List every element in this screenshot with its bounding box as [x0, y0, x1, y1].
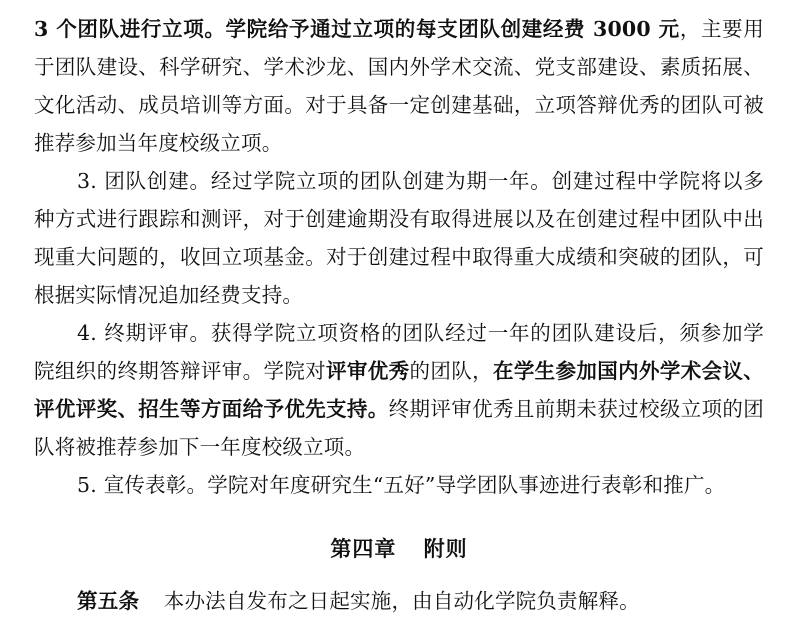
chapter-heading — [34, 530, 764, 568]
article-text: 本办法自发布之日起实施，由自动化学院负责解释。 — [163, 589, 640, 613]
paragraph-item-5-text: 5. 宣传表彰。学院对年度研究生“五好”导学团队事迹进行表彰和推广。 — [77, 473, 726, 497]
article-label: 第五条 — [77, 589, 140, 613]
paragraph-item-3 — [34, 162, 764, 314]
paragraph-body-text: ，主要用于团队建设、科学研究、学术沙龙、国内外学术交流、党支部建设、素质拓展、文化活动、成员培训等方面。对于具备一定创建基础，立项答辩优秀的团队可被推荐参加当年度校级立项。 — [34, 17, 764, 155]
paragraph-item-3-text: 3. 团队创建。经过学院立项的团队创建为期一年。创建过程中学院将以多种方式进行跟踪和测评，对于创建逾期没有取得进展以及在创建过程中团队中出现重大问题的，收回立项基金。对于创建过程中取得重大成绩和突破的团队，可根据实际情况追加经费支持。 — [34, 169, 764, 307]
paragraph-intro-continued — [34, 10, 764, 162]
chapter-number: 第四章 — [330, 536, 397, 561]
chapter-title: 附则 — [423, 536, 468, 561]
paragraph-item-4 — [34, 314, 764, 466]
section-spacer — [34, 504, 764, 530]
chapter-spacer — [34, 568, 764, 582]
paragraph-item-4-emphasis-a: 评审优秀 — [326, 359, 410, 383]
article-paragraph — [34, 582, 764, 620]
paragraph-item-4-text-a: 4. 终期评审。获得学院立项资格的团队经过一年的团队建设后，须参加学院组织的终期答辩评审。学院对 — [34, 321, 764, 383]
paragraph-item-5 — [34, 466, 764, 504]
paragraph-item-4-text-b: 的团队， — [409, 359, 493, 383]
paragraph-item-4-text-c: 终期评审优秀且前期未获过校级立项的团队将被推荐参加下一年度校级立项。 — [34, 397, 764, 459]
paragraph-bold-lead: 3 个团队进行立项。学院给予通过立项的每支团队创建经费 3000 元 — [34, 17, 680, 41]
paragraph-item-4-emphasis-b: 在学生参加国内外学术会议、评优评奖、招生等方面给予优先支持。 — [34, 359, 764, 421]
